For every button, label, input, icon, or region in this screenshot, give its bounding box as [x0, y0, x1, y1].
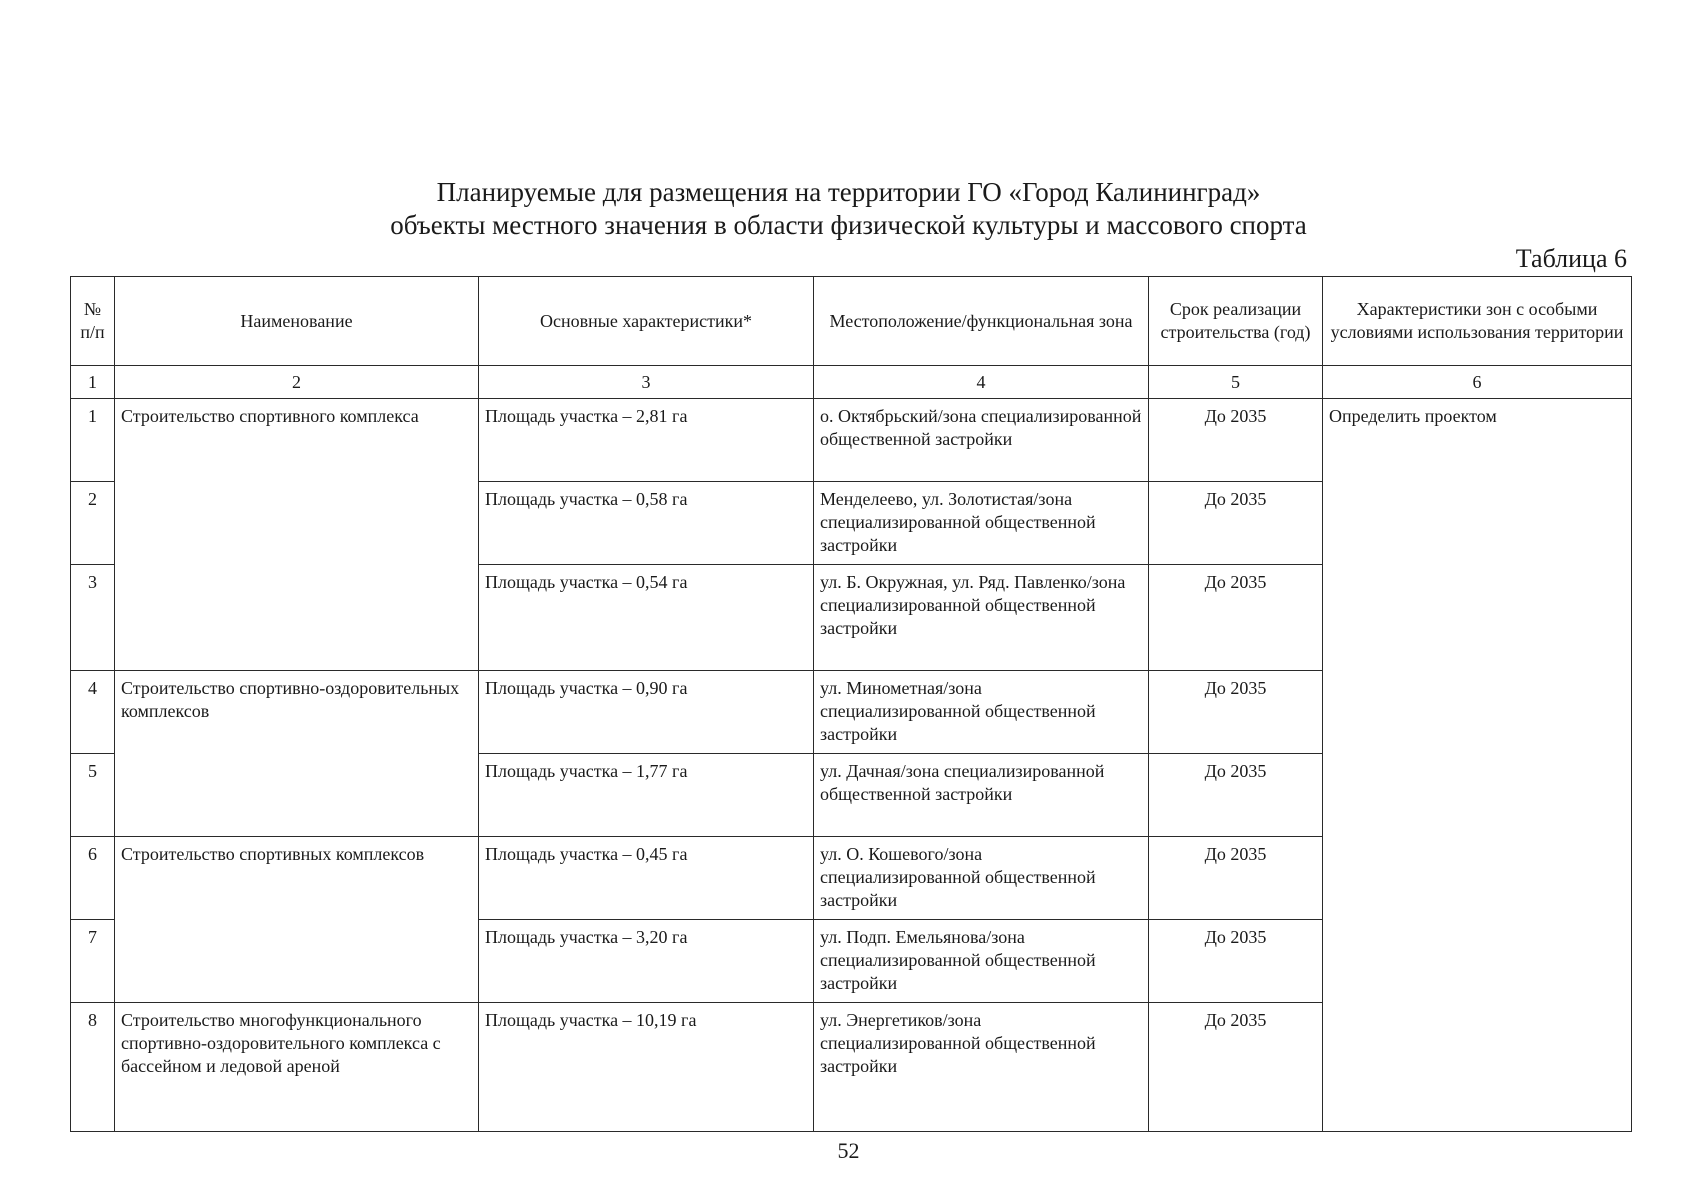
document-title	[0, 176, 1697, 242]
col-number: 3	[479, 366, 814, 399]
row-number: 1	[71, 399, 115, 482]
object-characteristics: Площадь участка – 0,54 га	[479, 565, 814, 671]
object-term: До 2035	[1149, 482, 1323, 565]
header-row	[71, 277, 1632, 366]
object-characteristics: Площадь участка – 10,19 га	[479, 1003, 814, 1132]
object-term: До 2035	[1149, 565, 1323, 671]
object-location: ул. Дачная/зона специализированной общественной застройки	[814, 754, 1149, 837]
object-location: о. Октябрьский/зона специализированной общественной застройки	[814, 399, 1149, 482]
table-row	[71, 399, 1632, 482]
row-number: 6	[71, 837, 115, 920]
object-location: ул. Минометная/зона специализированной общественной застройки	[814, 671, 1149, 754]
column-number-row	[71, 366, 1632, 399]
page-number: 52	[837, 1138, 860, 1163]
row-number: 3	[71, 565, 115, 671]
row-number: 7	[71, 920, 115, 1003]
object-characteristics: Площадь участка – 3,20 га	[479, 920, 814, 1003]
object-location: ул. О. Кошевого/зона специализированной общественной застройки	[814, 837, 1149, 920]
objects-table	[70, 276, 1632, 1132]
row-number: 4	[71, 671, 115, 754]
object-term: До 2035	[1149, 1003, 1323, 1132]
row-number: 5	[71, 754, 115, 837]
object-location: ул. Б. Окружная, ул. Ряд. Павленко/зона специализированной общественной застройки	[814, 565, 1149, 671]
object-name: Строительство спортивного комплекса	[115, 399, 479, 671]
object-characteristics: Площадь участка – 0,45 га	[479, 837, 814, 920]
object-term: До 2035	[1149, 754, 1323, 837]
col-number: 5	[1149, 366, 1323, 399]
object-zones: Определить проектом	[1323, 399, 1632, 1132]
object-characteristics: Площадь участка – 2,81 га	[479, 399, 814, 482]
title-line-2: объекты местного значения в области физической культуры и массового спорта	[390, 210, 1307, 240]
object-characteristics: Площадь участка – 0,90 га	[479, 671, 814, 754]
object-name: Строительство многофункционального спортивно-оздоровительного комплекса с бассейном и ледовой ареной	[115, 1003, 479, 1132]
object-name: Строительство спортивно-оздоровительных комплексов	[115, 671, 479, 837]
object-term: До 2035	[1149, 920, 1323, 1003]
object-term: До 2035	[1149, 837, 1323, 920]
object-characteristics: Площадь участка – 1,77 га	[479, 754, 814, 837]
col-number: 2	[115, 366, 479, 399]
row-number: 8	[71, 1003, 115, 1132]
table-label: Таблица 6	[1515, 244, 1627, 273]
row-number: 2	[71, 482, 115, 565]
col-header-number: № п/п	[71, 277, 115, 366]
col-header-term: Срок реализации строительства (год)	[1149, 277, 1323, 366]
object-term: До 2035	[1149, 671, 1323, 754]
col-header-location: Местоположение/функциональная зона	[814, 277, 1149, 366]
object-name: Строительство спортивных комплексов	[115, 837, 479, 1003]
col-number: 4	[814, 366, 1149, 399]
object-term: До 2035	[1149, 399, 1323, 482]
col-number: 1	[71, 366, 115, 399]
object-characteristics: Площадь участка – 0,58 га	[479, 482, 814, 565]
col-header-characteristics: Основные характеристики*	[479, 277, 814, 366]
col-header-name: Наименование	[115, 277, 479, 366]
title-line-1: Планируемые для размещения на территории ГО «Город Калининград»	[436, 177, 1261, 207]
object-location: ул. Подп. Емельянова/зона специализированной общественной застройки	[814, 920, 1149, 1003]
col-header-zones: Характеристики зон с особыми условиями использования территории	[1323, 277, 1632, 366]
object-location: Менделеево, ул. Золотистая/зона специализированной общественной застройки	[814, 482, 1149, 565]
col-number: 6	[1323, 366, 1632, 399]
object-location: ул. Энергетиков/зона специализированной общественной застройки	[814, 1003, 1149, 1132]
